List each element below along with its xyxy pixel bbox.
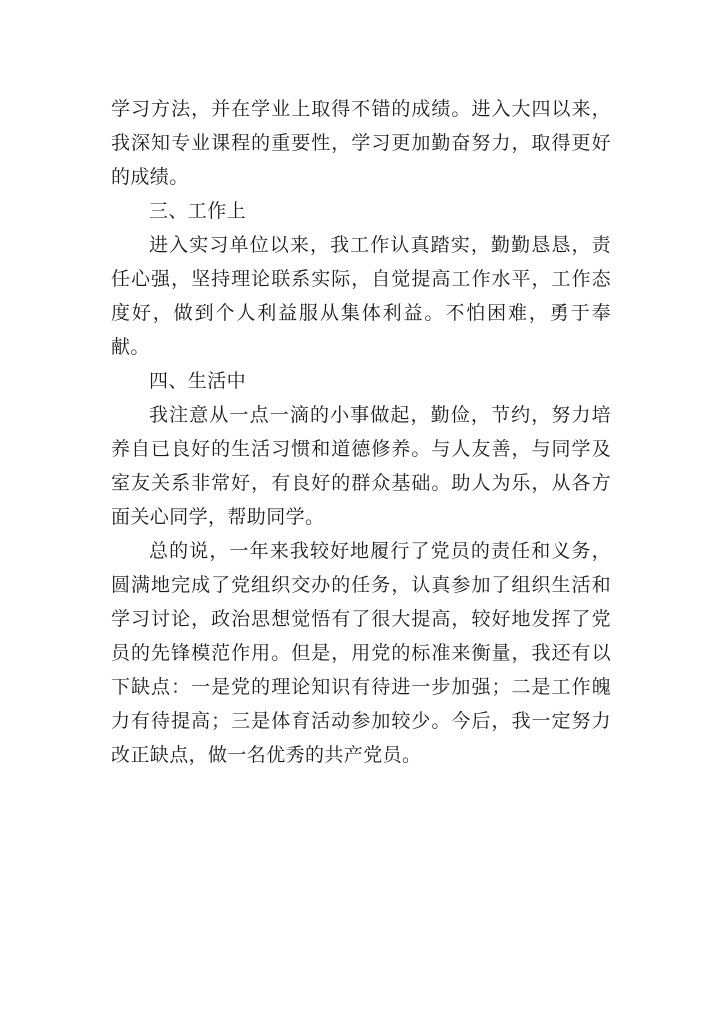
section-heading-life: 四、生活中 xyxy=(149,370,247,392)
paragraph-work: 进入实习单位以来，我工作认真踏实，勤勤恳恳，责任心强，坚持理论联系实际，自觉提高工作水平，工作态度好，做到个人利益服从集体利益。不怕困难，勇于奉献。 xyxy=(111,234,611,358)
document-body xyxy=(111,92,611,772)
section-heading-work: 三、工作上 xyxy=(149,200,247,222)
paragraph-summary: 总的说，一年来我较好地履行了党员的责任和义务，圆满地完成了党组织交办的任务，认真参加了组织生活和学习讨论，政治思想觉悟有了很大提高，较好地发挥了党员的先锋模范作用。但是，用党的标准来衡量，我还有以下缺点：一是党的理论知识有待进一步加强；二是工作魄力有待提高；三是体育活动参加较少。今后，我一定努力改正缺点，做一名优秀的共产党员。 xyxy=(111,540,611,766)
paragraph-study-continued: 学习方法，并在学业上取得不错的成绩。进入大四以来，我深知专业课程的重要性，学习更加勤奋努力，取得更好的成绩。 xyxy=(111,98,611,188)
paragraph-life: 我注意从一点一滴的小事做起，勤俭，节约，努力培养自已良好的生活习惯和道德修养。与人友善，与同学及室友关系非常好，有良好的群众基础。助人为乐，从各方面关心同学，帮助同学。 xyxy=(111,404,611,528)
